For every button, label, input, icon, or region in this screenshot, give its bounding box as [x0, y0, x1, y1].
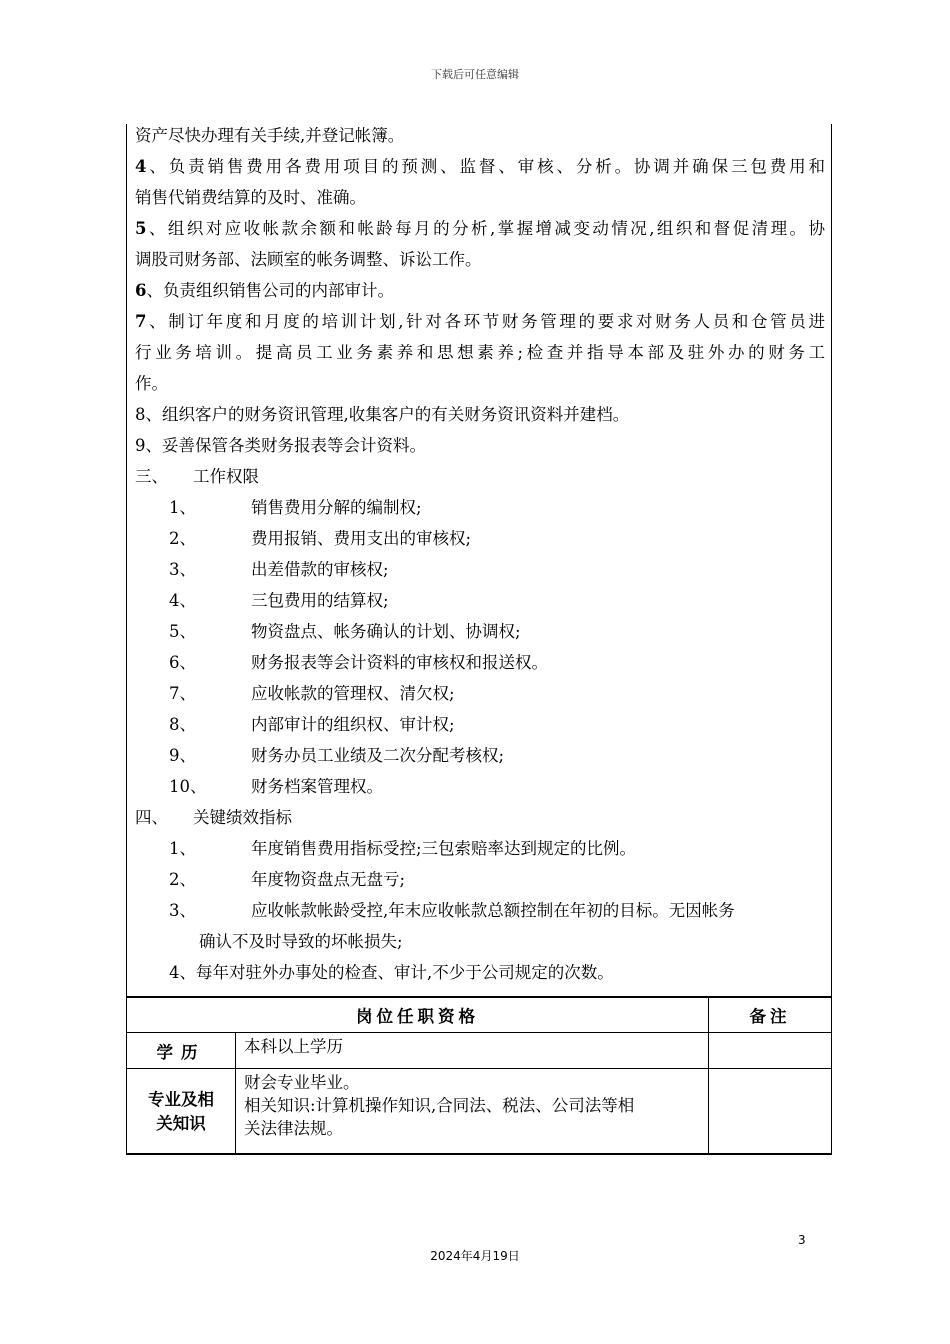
- kpi-item: [135, 864, 825, 895]
- item-number: 2、: [169, 870, 196, 889]
- item-number: 7、: [169, 684, 196, 703]
- duty-6: [135, 275, 825, 306]
- qualification-table: [126, 997, 832, 1155]
- authority-item: [135, 709, 825, 740]
- duties-text: [135, 120, 825, 988]
- duty-5: [135, 213, 825, 244]
- item-number: 9、: [169, 746, 196, 765]
- kpi-item-continuation: 确认不及时导致的坏帐损失;: [199, 932, 403, 951]
- page-number: 3: [798, 1233, 806, 1247]
- duty-number: 4: [135, 157, 147, 176]
- education-label: 学历: [127, 1033, 236, 1069]
- item-text: 内部审计的组织权、审计权;: [251, 715, 455, 734]
- item-text: 财务办员工业绩及二次分配考核权;: [251, 746, 505, 765]
- major-value-line: 财会专业毕业。: [244, 1073, 360, 1092]
- item-number: 3、: [169, 901, 196, 920]
- duty-line: 资产尽快办理有关手续,并登记帐簿。: [135, 126, 405, 145]
- section-heading-authority: [135, 461, 825, 492]
- duty-text: 、组织对应收帐款余额和帐龄每月的分析,掌握增减变动情况,组织和督促清理。协: [146, 219, 825, 238]
- major-value-line: 相关知识:计算机操作知识,合同法、税法、公司法等相: [244, 1096, 635, 1115]
- footer-date: 2024年4月19日: [430, 1249, 520, 1263]
- item-text: 应收帐款的管理权、清欠权;: [251, 684, 455, 703]
- duty-7: [135, 306, 825, 337]
- authority-item: [135, 554, 825, 585]
- section-title: 工作权限: [193, 467, 259, 486]
- major-label: [127, 1069, 236, 1155]
- item-text: 销售费用分解的编制权;: [251, 498, 422, 517]
- item-number: 6、: [169, 653, 196, 672]
- kpi-item: [135, 833, 825, 864]
- duty-number: 7: [135, 312, 147, 331]
- remark-header: 备注: [709, 998, 832, 1033]
- item-number: 1、: [169, 839, 196, 858]
- item-number: 5、: [169, 622, 196, 641]
- duty-line: 作。: [135, 374, 168, 393]
- major-label-line: 关知识: [156, 1113, 206, 1133]
- kpi-item: [135, 895, 825, 926]
- authority-item: [135, 585, 825, 616]
- duty-text: 、制订年度和月度的培训计划,针对各环节财务管理的要求对财务人员和仓管员进: [146, 312, 825, 331]
- item-number: 8、: [169, 715, 196, 734]
- table-row: [127, 1033, 832, 1069]
- authority-item: [135, 616, 825, 647]
- table-row: [127, 998, 832, 1033]
- major-label-line: 专业及相: [148, 1089, 214, 1109]
- duty-text: 、负责组织销售公司的内部审计。: [146, 281, 394, 300]
- duty-text: 、负责销售费用各费用项目的预测、监督、审核、分析。协调并确保三包费用和: [146, 157, 825, 176]
- authority-item: [135, 740, 825, 771]
- duty-4: [135, 151, 825, 182]
- item-text: 三包费用的结算权;: [251, 591, 389, 610]
- duty-8: 8、组织客户的财务资讯管理,收集客户的有关财务资讯资料并建档。: [135, 405, 630, 424]
- authority-item: [135, 771, 825, 802]
- item-text: 物资盘点、帐务确认的计划、协调权;: [251, 622, 521, 641]
- authority-item: [135, 523, 825, 554]
- item-number: 10、: [169, 777, 207, 796]
- duty-line: 行业务培训。提高员工业务素养和思想素养;检查并指导本部及驻外办的财务工: [135, 343, 825, 362]
- item-text: 出差借款的审核权;: [251, 560, 389, 579]
- page-header: 下载后可任意编辑: [431, 68, 519, 81]
- table-row: [127, 1069, 832, 1155]
- duty-9: 9、妥善保管各类财务报表等会计资料。: [135, 436, 426, 455]
- authority-item: [135, 492, 825, 523]
- authority-item: [135, 647, 825, 678]
- section-title: 关键绩效指标: [193, 808, 292, 827]
- duty-number: 6: [135, 281, 147, 300]
- kpi-item: 4、每年对驻外办事处的检查、审计,不少于公司规定的次数。: [169, 963, 614, 982]
- education-remark: [709, 1033, 832, 1069]
- duty-line: 销售代销费结算的及时、准确。: [135, 188, 366, 207]
- duty-number: 5: [135, 219, 147, 238]
- item-text: 年度物资盘点无盘亏;: [251, 870, 406, 889]
- major-value-line: 关法律法规。: [244, 1119, 343, 1138]
- item-text: 年度销售费用指标受控;三包索赔率达到规定的比例。: [251, 839, 637, 858]
- qualification-header: 岗位任职资格: [127, 998, 709, 1033]
- section-number: 三、: [135, 467, 168, 486]
- major-value: [236, 1069, 709, 1155]
- item-number: 4、: [169, 591, 196, 610]
- item-number: 3、: [169, 560, 196, 579]
- item-text: 财务档案管理权。: [251, 777, 383, 796]
- item-text: 应收帐款帐龄受控,年末应收帐款总额控制在年初的目标。无因帐务: [251, 901, 735, 920]
- section-number: 四、: [135, 808, 168, 827]
- education-value: 本科以上学历: [236, 1033, 709, 1069]
- item-text: 费用报销、费用支出的审核权;: [251, 529, 472, 548]
- major-remark: [709, 1069, 832, 1155]
- authority-item: [135, 678, 825, 709]
- duty-line: 调股司财务部、法顾室的帐务调整、诉讼工作。: [135, 250, 482, 269]
- item-number: 2、: [169, 529, 196, 548]
- item-text: 财务报表等会计资料的审核权和报送权。: [251, 653, 548, 672]
- item-number: 1、: [169, 498, 196, 517]
- section-heading-kpi: [135, 802, 825, 833]
